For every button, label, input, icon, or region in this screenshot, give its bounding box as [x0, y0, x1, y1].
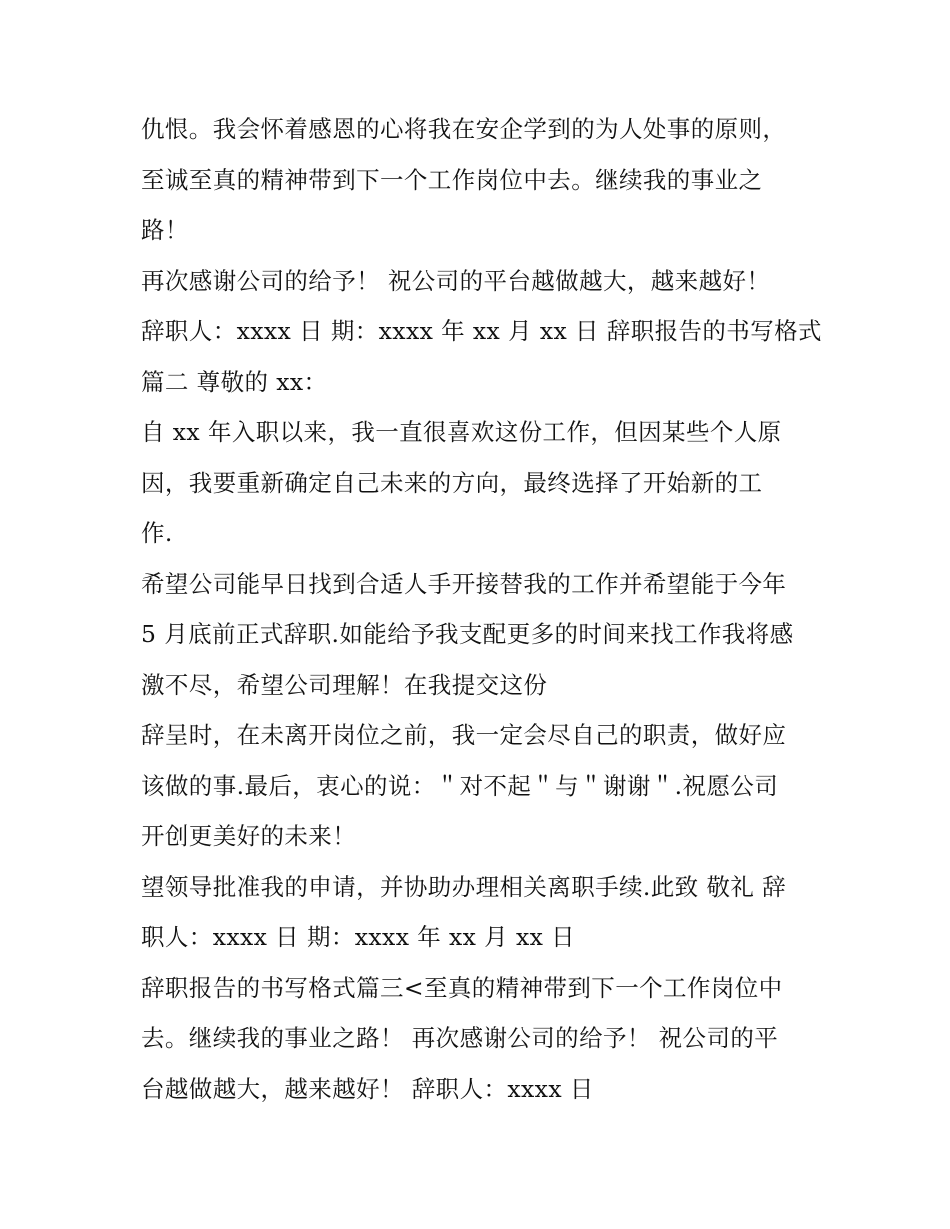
text-line: 辞呈时，在未离开岗位之前，我一定会尽自己的职责，做好应 — [141, 721, 787, 749]
text-line: 仇恨。我会怀着感恩的心将我在安企学到的为人处事的原则， — [141, 115, 787, 143]
text-line: 作. — [141, 519, 173, 547]
text-line: 再次感谢公司的给予！ 祝公司的平台越做越大，越来越好！ — [141, 266, 771, 295]
text-line: 因，我要重新确定自己未来的方向，最终选择了开始新的工 — [141, 468, 763, 497]
text-line: 篇二 尊敬的 xx： — [141, 367, 328, 396]
text-line: 台越做越大，越来越好！ 辞职人：xxxx 日 — [141, 1074, 594, 1103]
text-line: 职人：xxxx 日 期：xxxx 年 xx 月 xx 日 — [141, 923, 576, 951]
text-line: 去。继续我的事业之路！ 再次感谢公司的给予！ 祝公司的平 — [141, 1024, 779, 1052]
text-line: 路！ — [141, 216, 189, 244]
body-text — [141, 104, 821, 1114]
text-line: 希望公司能早日找到合适人手开接替我的工作并希望能于今年 — [141, 569, 787, 598]
text-line: 至诚至真的精神带到下一个工作岗位中去。继续我的事业之 — [141, 165, 763, 194]
text-line: 辞职人：xxxx 日 期：xxxx 年 xx 月 xx 日 辞职报告的书写格式 — [141, 317, 822, 345]
text-line: 激不尽，希望公司理解！在我提交这份 — [141, 670, 548, 699]
text-line: 望领导批准我的申请，并协助办理相关离职手续.此致 敬礼 辞 — [141, 872, 787, 901]
text-line: 开创更美好的未来！ — [141, 822, 357, 850]
text-line: 5 月底前正式辞职.如能给予我支配更多的时间来找工作我将感 — [141, 620, 794, 648]
text-line: 自 xx 年入职以来，我一直很喜欢这份工作，但因某些个人原 — [141, 418, 782, 446]
text-line: 该做的事.最后，衷心的说：＂对不起＂与＂谢谢＂.祝愿公司 — [141, 771, 779, 800]
text-line: 辞职报告的书写格式篇三<至真的精神带到下一个工作岗位中 — [141, 973, 783, 1002]
